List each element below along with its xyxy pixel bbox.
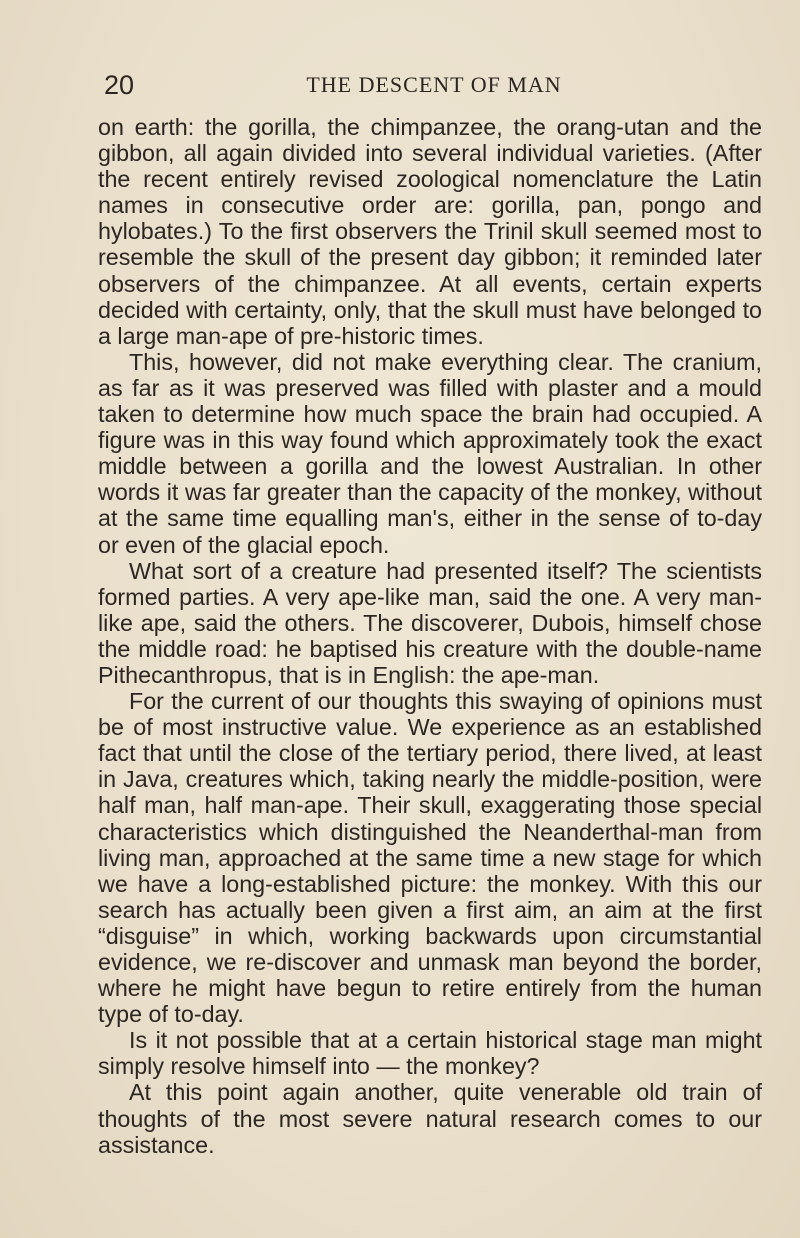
paragraph-2: This, however, did not make everything clear. The cranium, as far as it was preserved was filled with plaster and a mould taken to determine how much space the brain had occupied. A figure was in this way found which approximately took the exact middle between a gorilla and the lowest Australian. In other words it was far greater than the capacity of the monkey, without at the same time equalling man's, either in the sense of to-day or even of the glacial epoch. bbox=[98, 348, 762, 558]
page-header bbox=[104, 70, 764, 104]
running-title: THE DESCENT OF MAN bbox=[306, 72, 562, 97]
page-number: 20 bbox=[104, 70, 135, 100]
paragraph-5: Is it not possible that at a certain historical stage man might simply resolve himself into — the monkey? bbox=[98, 1027, 762, 1080]
paragraph-3: What sort of a creature had presented itself? The scientists formed parties. A very ape-like man, said the one. A very man-like ape, said the others. The discoverer, Dubois, himself chose the middle road: he baptised his creature with the double-name Pithecanthropus, that is in English: the ape-man. bbox=[98, 557, 762, 688]
paragraph-6: At this point again another, quite venerable old train of thoughts of the most severe natural research comes to our assistance. bbox=[98, 1079, 762, 1158]
body-text bbox=[98, 114, 762, 1158]
paragraph-4: For the current of our thoughts this swaying of opinions must be of most instructive value. We experience as an established fact that until the close of the tertiary period, there lived, at least in Java, creatures which, taking nearly the middle-position, were half man, half man-ape. Their skull, exaggerating those special characteristics which distinguished the Neanderthal-man from living man, approached at the same time a new stage for which we have a long-established picture: the monkey. With this our search has actually been given a first aim, an aim at the first “disguise” in which, working backwards upon circumstantial evidence, we re-discover and unmask man beyond the border, where he might have begun to retire entirely from the human type of to-day. bbox=[98, 688, 762, 1028]
paragraph-1: on earth: the gorilla, the chimpanzee, the orang-utan and the gibbon, all again divided into several individual varieties. (After the recent entirely revised zoological nomenclature the Latin names in consecutive order are: gorilla, pan, pongo and hylobates.) To the first observers the Trinil skull seemed most to resemble the skull of the present day gibbon; it reminded later observers of the chimpanzee. At all events, certain experts decided with certainty, only, that the skull must have belonged to a large man-ape of pre-historic times. bbox=[98, 114, 762, 349]
